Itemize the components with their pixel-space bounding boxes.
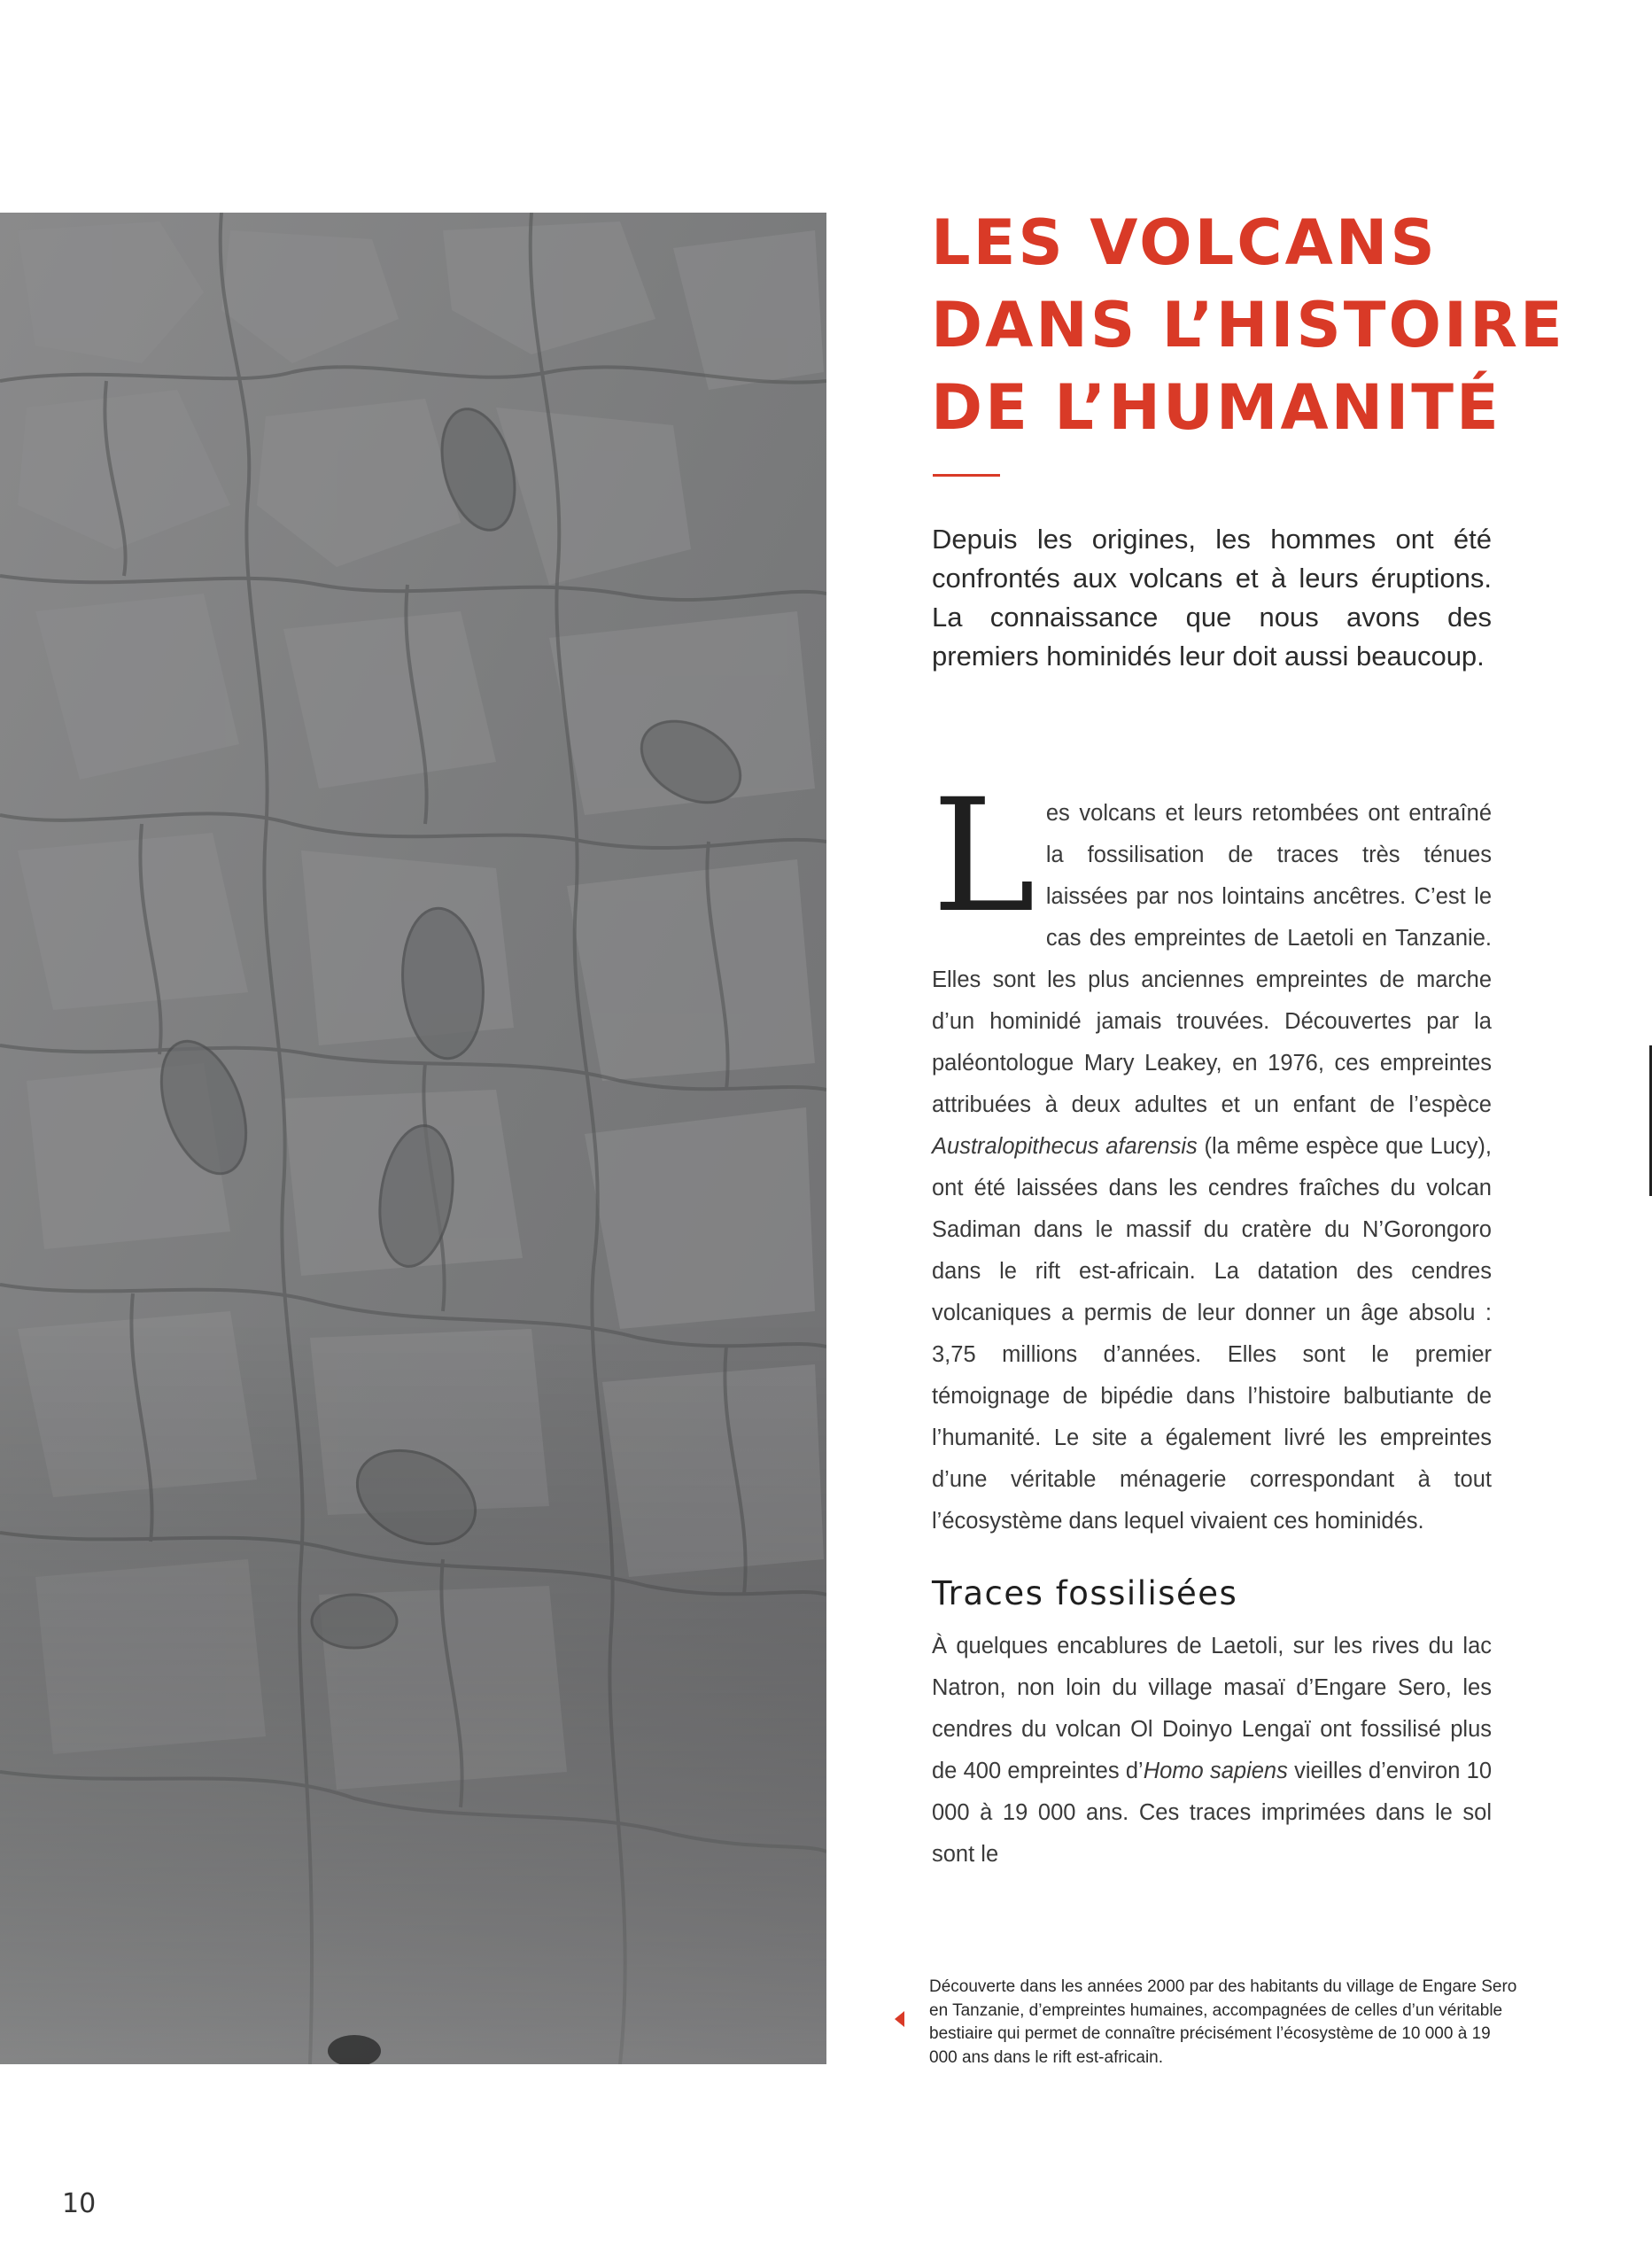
title-divider xyxy=(933,474,1000,477)
title-line-2: DANS L’HISTOIRE xyxy=(931,289,1565,361)
species-name: Australopithecus afarensis xyxy=(932,1134,1198,1159)
lead-paragraph: Depuis les origines, les hommes ont été confrontés aux volcans et à leurs éruptions. La connaissance que nous avons des premiers hominidés leur doit aussi beaucoup. xyxy=(932,524,1492,672)
photo-caption: Découverte dans les années 2000 par des habitants du village de Engare Sero en Tanzanie, d’empreintes humaines, accompagnées de celles d’un véritable bestiaire qui permet de connaître précisément l’écosystème de 10 000 à 19 000 ans dans le rift est-africain. xyxy=(929,1977,1517,2067)
page-title xyxy=(931,202,1604,449)
title-line-1: LES VOLCANS xyxy=(931,206,1438,279)
footprints-photo xyxy=(0,213,826,2064)
title-line-3: DE L’HUMANITÉ xyxy=(931,371,1501,444)
section-paragraph xyxy=(932,1626,1492,1876)
section-subheading: Traces fossilisées xyxy=(932,1574,1238,1612)
section-text-end: vieilles d’environ 10 000 à 19 000 ans. Ces traces imprimées dans le sol sont le xyxy=(932,1759,1493,1867)
body-paragraph xyxy=(932,765,1493,1542)
triangle-left-icon xyxy=(895,2011,904,2027)
drop-cap: L xyxy=(932,765,1035,947)
body-text-start: es volcans et leurs retombées ont entraîné la fossilisation de traces très ténues laissées par nos lointains ancêtres. C’est le cas des empreintes de Laetoli en Tanzanie. Elles sont les plus anciennes empreintes de marche d’un hominidé jamais trouvées. Découvertes par la paléontologue Mary Leakey, en 1976, ces empreintes attribuées à deux adultes et un enfant de l’espèce xyxy=(932,801,1492,1117)
species-name-2: Homo sapiens xyxy=(1143,1759,1288,1783)
section-text-start: À quelques encablures de Laetoli, sur les rives du lac Natron, non loin du village masaï d’Engare Sero, les cendres du volcan Ol Doinyo Lengaï ont fossilisé plus de 400 empreintes d’ xyxy=(932,1634,1492,1783)
page-number: 10 xyxy=(62,2188,97,2219)
body-text-end: (la même espèce que Lucy), ont été laissées dans les cendres fraîches du volcan Sadiman dans le massif du cratère du N’Gorongoro dans le rift est-africain. La datation des cendres volcaniques a permis de leur donner un âge absolu : 3,75 millions d’années. Elles sont le premier témoignage de bipédie dans l’histoire balbutiante de l’humanité. Le site a également livré les empreintes d’une véritable ménagerie correspondant à tout l’écosystème dans lequel vivaient ces hominidés. xyxy=(932,1134,1493,1534)
